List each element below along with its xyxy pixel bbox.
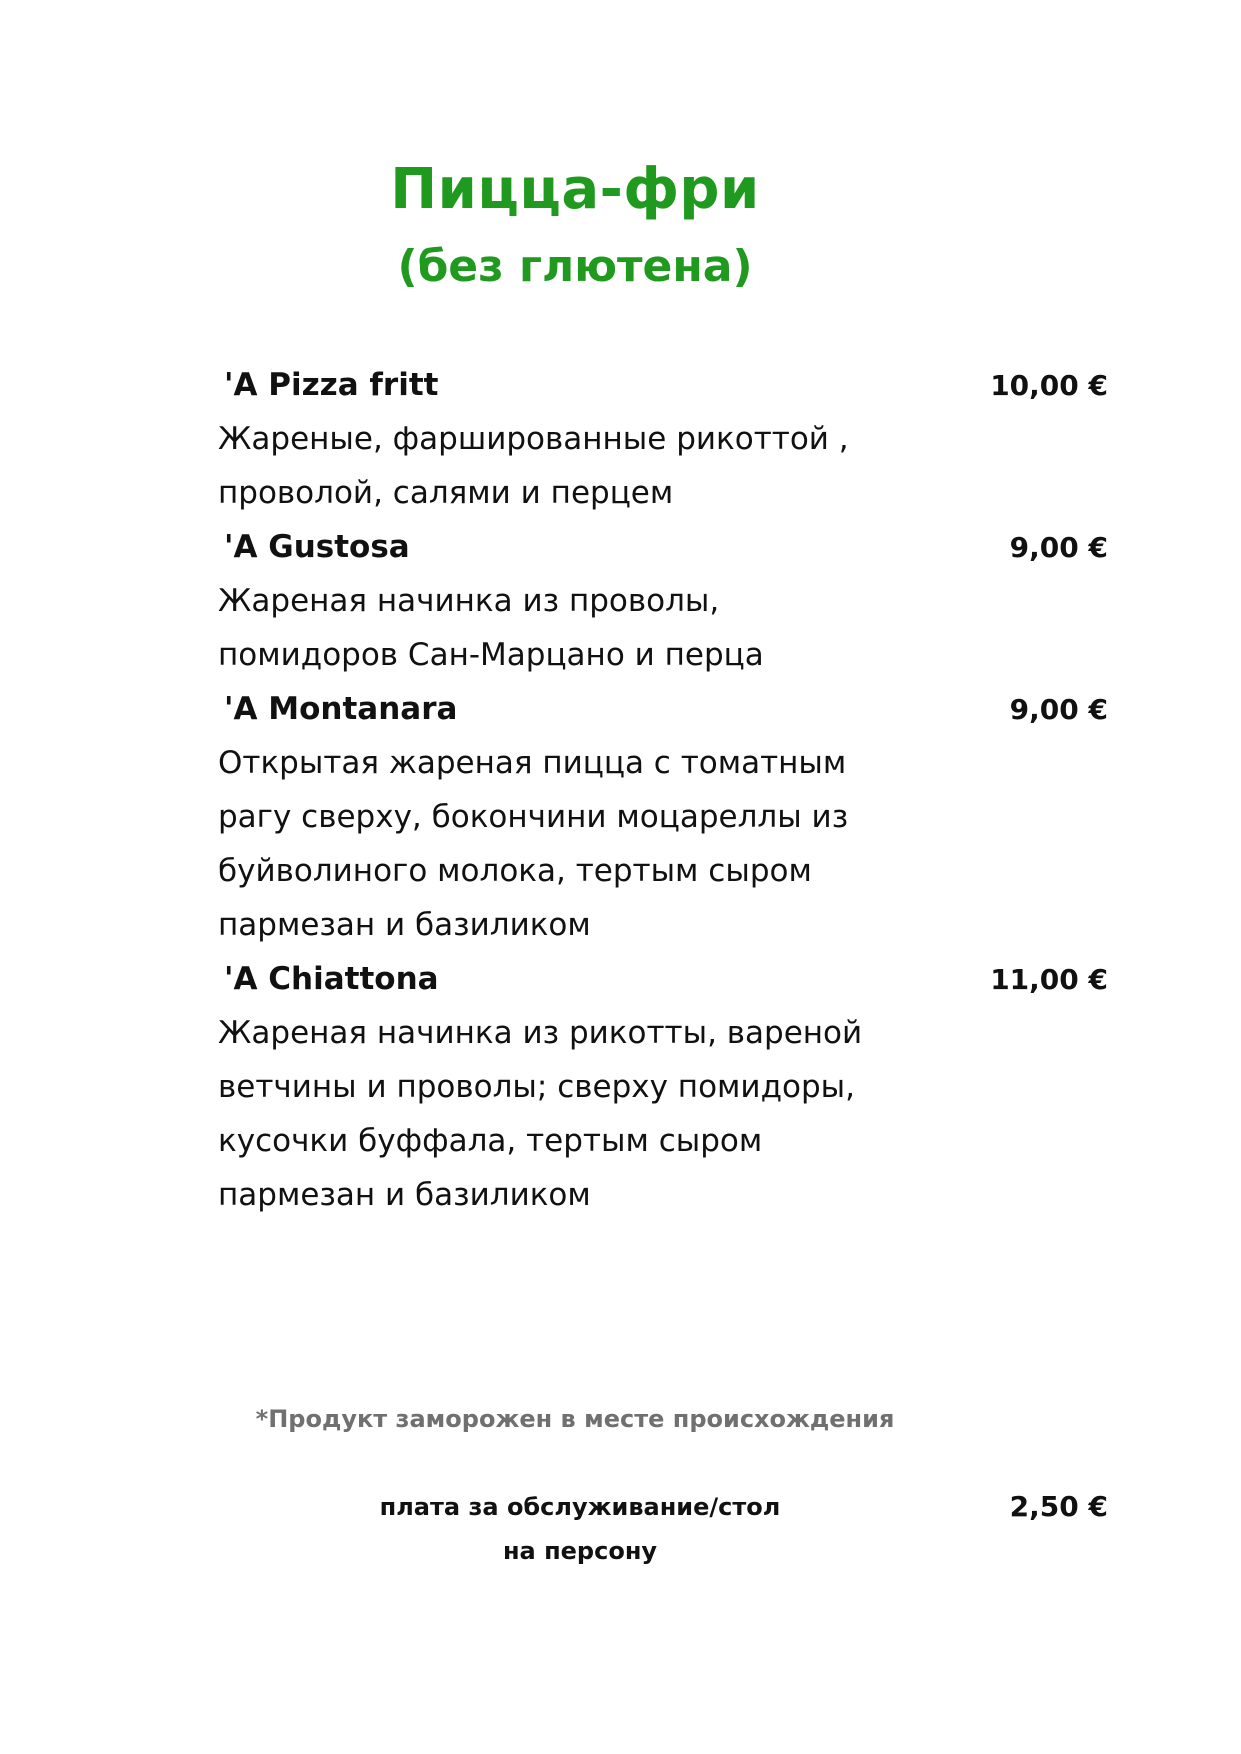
service-charge-label xyxy=(280,1485,880,1573)
menu-item-description xyxy=(218,1006,938,1222)
menu-item-price: 11,00 € xyxy=(990,963,1108,996)
page-title: Пицца-фри xyxy=(390,157,760,222)
menu-item-header xyxy=(218,520,1108,574)
description-line: пармезан и базиликом xyxy=(218,907,591,943)
description-line: ветчины и проволы; сверху помидоры, xyxy=(218,1069,855,1105)
description-line: Жареная начинка из проволы, xyxy=(218,583,720,619)
description-line: буйволиного молока, тертым сыром xyxy=(218,853,812,889)
page-subtitle: (без глютена) xyxy=(397,241,753,292)
description-line: помидоров Сан-Марцано и перца xyxy=(218,637,764,673)
menu-item xyxy=(218,952,1108,1222)
menu-item-name: 'A Gustosa xyxy=(224,529,410,565)
menu-item-name: 'A Pizza fritt xyxy=(224,367,439,403)
menu-item xyxy=(218,520,1108,682)
menu-item-price: 9,00 € xyxy=(1009,531,1108,564)
menu-item-header xyxy=(218,358,1108,412)
service-charge-label-line: плата за обслуживание/стол xyxy=(379,1493,781,1521)
menu-item-price: 10,00 € xyxy=(990,369,1108,402)
description-line: Жареные, фаршированные рикоттой , xyxy=(218,421,849,457)
description-line: кусочки буффала, тертым сыром xyxy=(218,1123,763,1159)
menu-item-header xyxy=(218,952,1108,1006)
description-line: проволой, салями и перцем xyxy=(218,475,674,511)
description-line: пармезан и базиликом xyxy=(218,1177,591,1213)
description-line: Открытая жареная пицца с томатным xyxy=(218,745,847,781)
menu-item-header xyxy=(218,682,1108,736)
description-line: рагу сверху, бокончини моцареллы из xyxy=(218,799,849,835)
menu-item-price: 9,00 € xyxy=(1009,693,1108,726)
menu-item-name: 'A Chiattona xyxy=(224,961,439,997)
menu-item-description xyxy=(218,412,938,520)
title-block xyxy=(0,150,1150,302)
menu-item-description xyxy=(218,574,938,682)
menu-item-description xyxy=(218,736,938,952)
menu-item xyxy=(218,682,1108,952)
service-charge-label-line: на персону xyxy=(502,1537,658,1565)
menu-list xyxy=(218,358,1108,1222)
frozen-product-note: *Продукт заморожен в месте происхождения xyxy=(255,1405,895,1433)
service-charge-price: 2,50 € xyxy=(1009,1490,1108,1523)
menu-item xyxy=(218,358,1108,520)
description-line: Жареная начинка из рикотты, вареной xyxy=(218,1015,863,1051)
menu-item-name: 'A Montanara xyxy=(224,691,458,727)
